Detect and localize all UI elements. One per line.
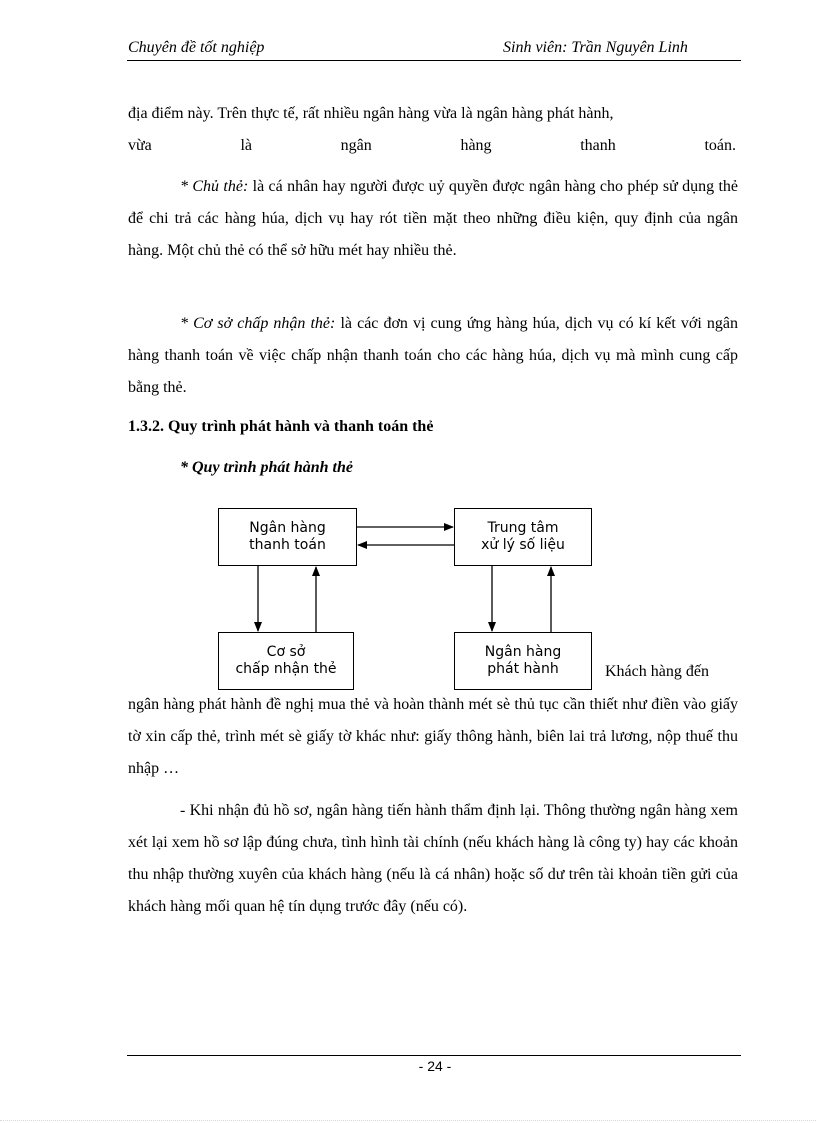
box-payment-bank: [218, 508, 357, 566]
word: là: [240, 137, 252, 154]
subsection-heading: * Quy trình phát hành thẻ: [180, 459, 353, 476]
box-issuing-bank-line2: phát hành: [487, 661, 559, 677]
paragraph-1-line-1: địa điểm này. Trên thực tế, rất nhiều ngân hàng vừa là ngân hàng phát hành,: [128, 105, 614, 122]
word: ngân: [340, 137, 372, 154]
box-payment-bank-line1: Ngân hàng: [249, 520, 326, 536]
word: vừa: [128, 137, 152, 154]
word: hàng: [460, 137, 492, 154]
paragraph-merchant: [128, 308, 738, 404]
header-divider: [127, 60, 741, 61]
box-payment-bank-line2: thanh toán: [249, 537, 326, 553]
section-heading: 1.3.2. Quy trình phát hành và thanh toán thẻ: [128, 418, 434, 435]
box-issuing-bank-line1: Ngân hàng: [484, 644, 562, 660]
merchant-text: là các đơn vị cung ứng hàng húa, dịch vụ có kí kết với ngân hàng thanh toán về việc chấp nhận thanh toán cho các hàng húa, dịch vụ mà mình cung cấp bằng thẻ.: [128, 315, 738, 396]
box-merchant-line2: chấp nhận thẻ: [235, 661, 337, 677]
paragraph-issue-process: ngân hàng phát hành đề nghị mua thẻ và hoàn thành mét sè thủ tục cần thiết như điền vào giấy tờ xin cấp thẻ, trình mét sè giấy tờ khác như: giấy thông hành, biên lai trả lương, nộp thuế thu nhập …: [128, 696, 738, 777]
paragraph-1: [128, 98, 738, 162]
word: toán.: [704, 137, 736, 154]
header-student-name: Sinh viên: Trần Nguyên Linh: [503, 39, 688, 56]
footer-divider: [127, 1055, 741, 1056]
box-processing-center-line1: Trung tâm: [487, 520, 559, 536]
merchant-label: * Cơ sở chấp nhận thẻ:: [180, 315, 336, 332]
word: thanh: [580, 137, 616, 154]
box-issuing-bank: [454, 632, 592, 690]
box-merchant: [218, 632, 354, 690]
cardholder-label: * Chủ thẻ:: [180, 178, 249, 195]
paragraph-1-line-2: [128, 130, 736, 162]
box-merchant-line1: Cơ sở: [266, 644, 306, 660]
paragraph-issue-start: Khách hàng đến: [605, 663, 709, 680]
box-processing-center-line2: xử lý số liệu: [481, 537, 565, 553]
paragraph-appraisal: - Khi nhận đủ hồ sơ, ngân hàng tiến hành thẩm định lại. Thông thường ngân hàng xem xét lại xem hồ sơ lập đúng chưa, tình hình tài chính (nếu khách hàng là công ty) hay các khoản thu nhập thường xuyên của khách hàng (nếu là cá nhân) hoặc số dư trên tài khoản tiền gửi của khách hàng mối quan hệ tín dụng trước đây (nếu có).: [128, 802, 738, 915]
page-number: - 24 -: [418, 1058, 452, 1074]
box-processing-center: [454, 508, 592, 566]
header-title-left: Chuyên đề tốt nghiệp: [128, 39, 265, 56]
page-bottom-border: [0, 1120, 816, 1121]
paragraph-cardholder: [128, 171, 738, 267]
cardholder-text: là cá nhân hay người được uỷ quyền được ngân hàng cho phép sử dụng thẻ để chi trả các hàng húa, dịch vụ hay rót tiền mặt theo những điều kiện, quy định của ngân hàng. Một chủ thẻ có thể sở hữu mét hay nhiều thẻ.: [128, 178, 739, 259]
